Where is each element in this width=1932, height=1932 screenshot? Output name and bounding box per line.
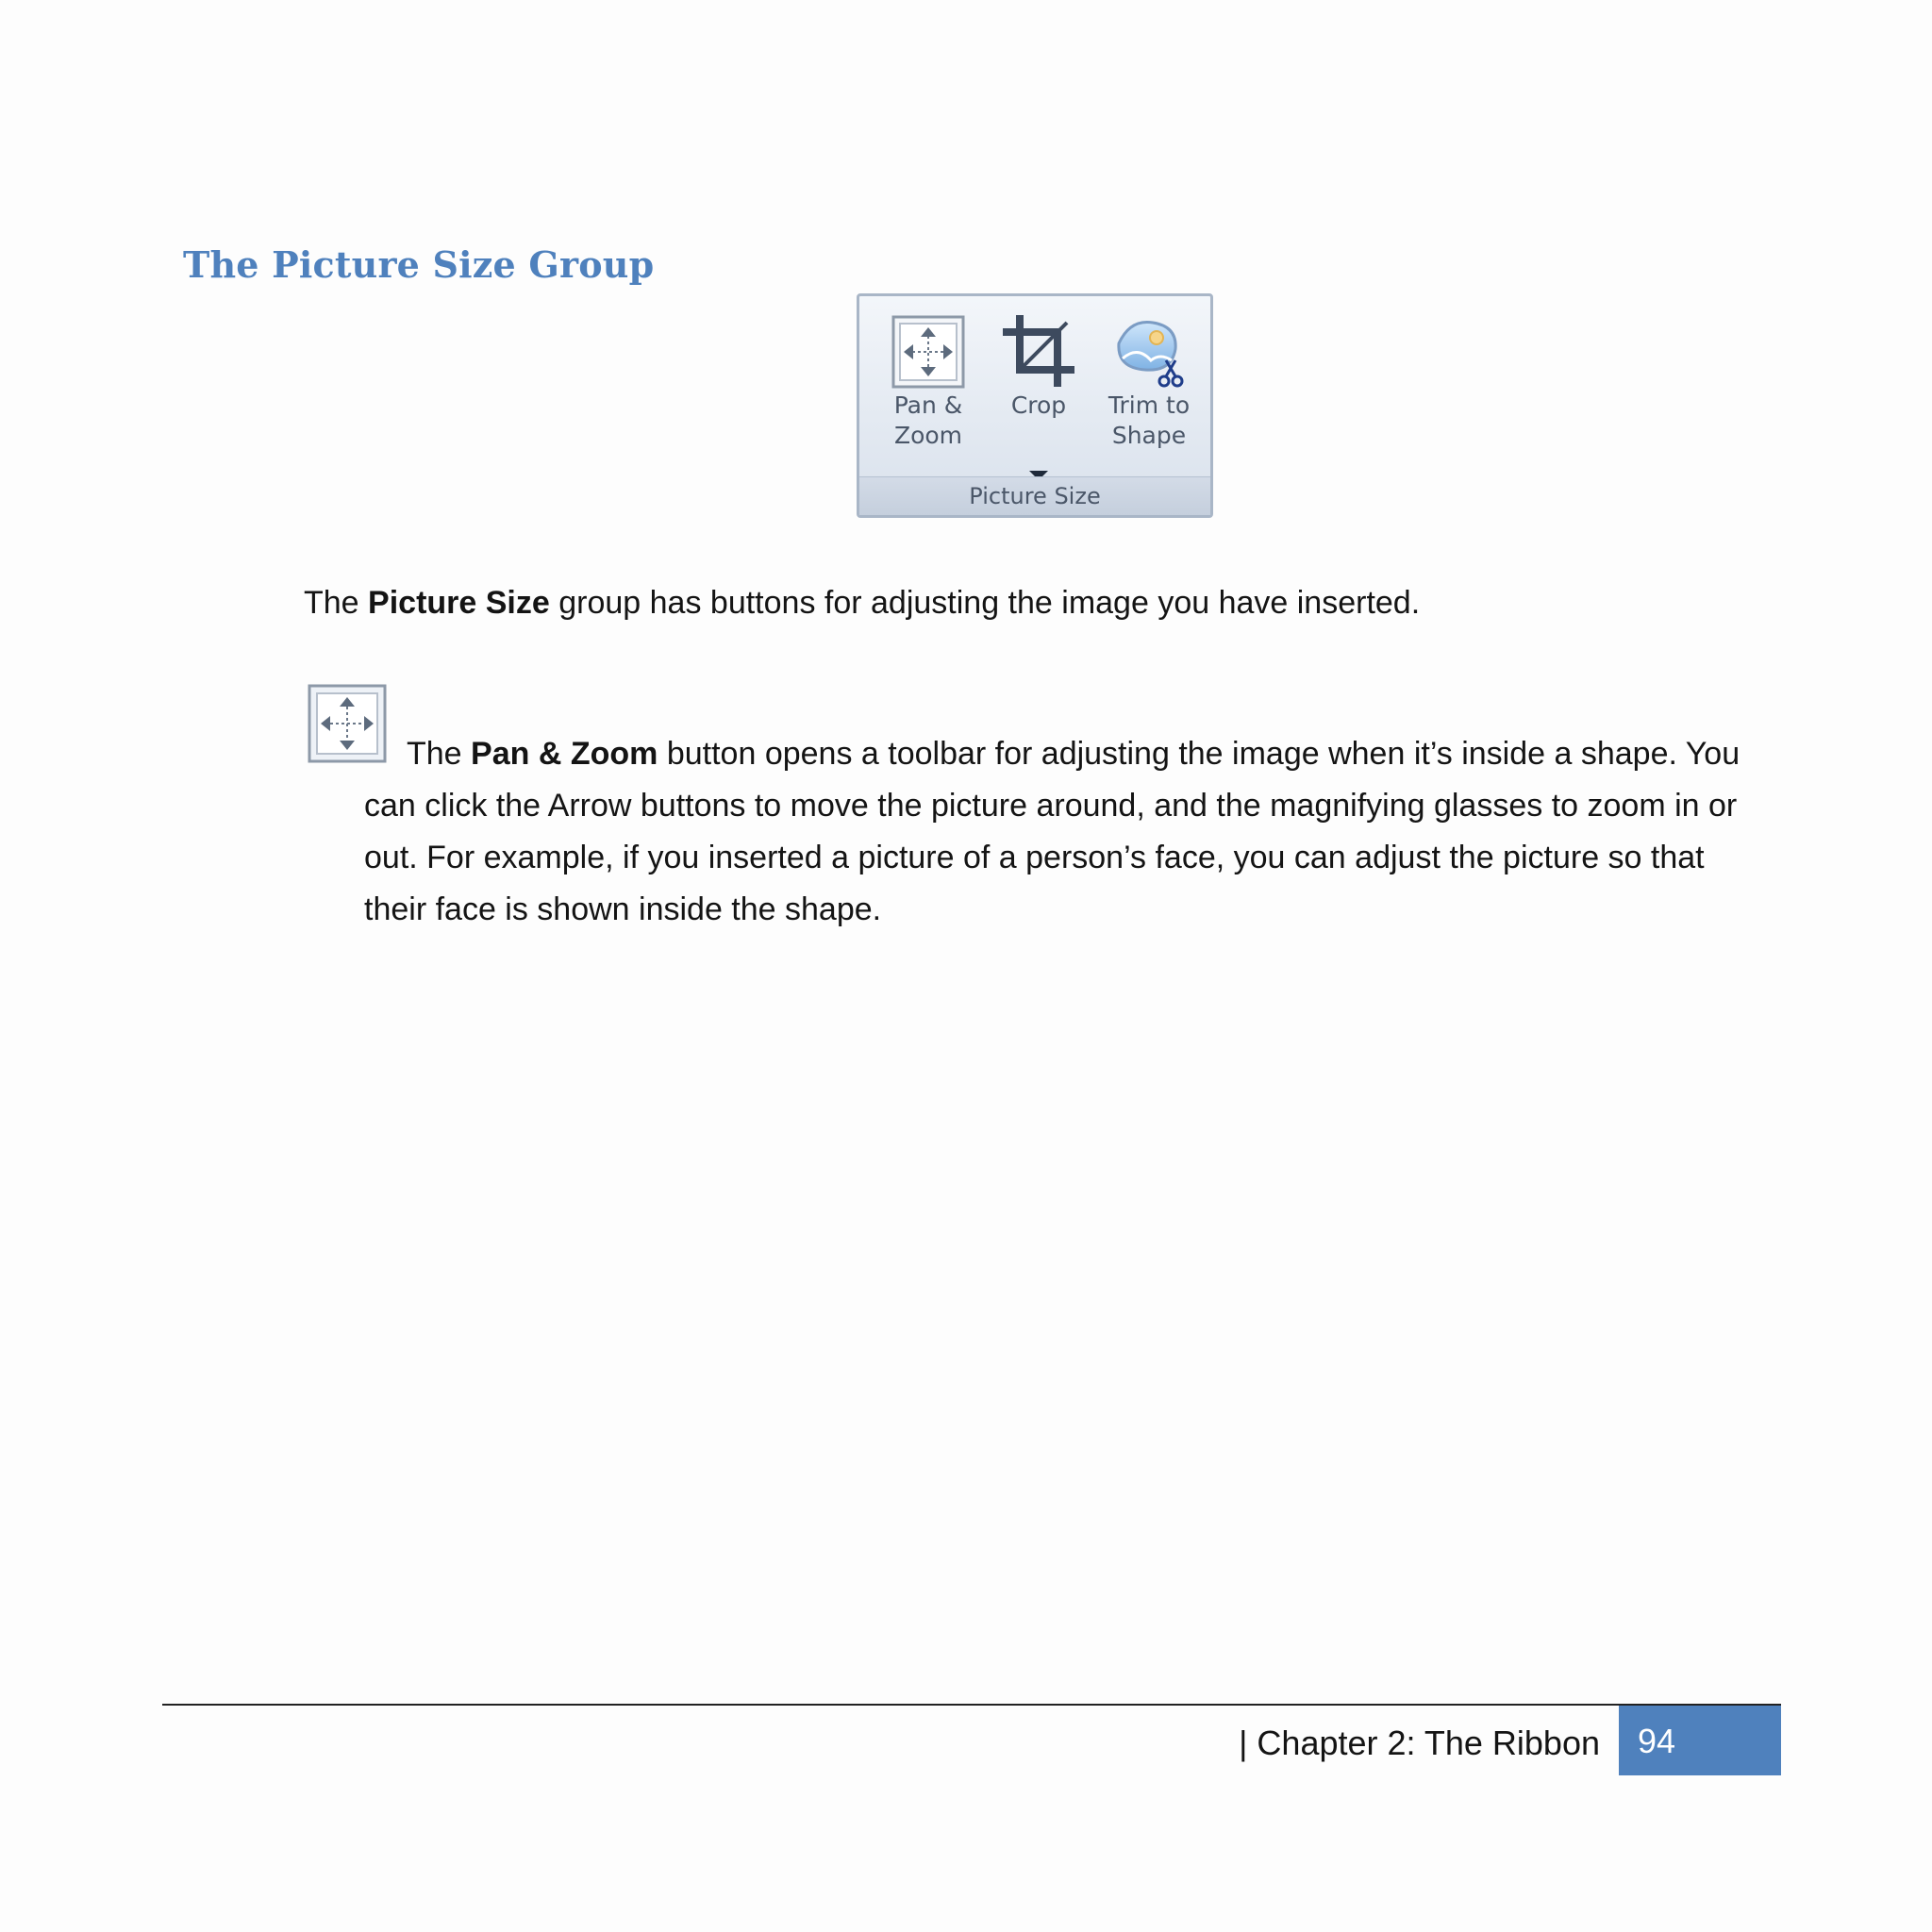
footer-rule: [162, 1704, 1781, 1706]
pan-zoom-label: Pan & Zoom: [893, 391, 963, 449]
trim-to-shape-label: Trim to Shape: [1108, 391, 1191, 449]
pan-zoom-button[interactable]: [876, 304, 980, 481]
crop-icon: [1003, 315, 1074, 394]
bold-term: Pan & Zoom: [471, 736, 658, 772]
crop-label: Crop: [1010, 391, 1067, 419]
group-label: Picture Size: [859, 476, 1210, 515]
pan-zoom-icon: [891, 315, 965, 396]
pan-zoom-paragraph: The Pan & Zoom button opens a toolbar for adjusting the image when it’s inside a shape. You can click the Arrow buttons to move the picture around, and the magnifying glasses to zoom in or out. For example, if you inserted a picture of a person’s face, you can adjust the picture so that their face is shown inside the shape.: [364, 736, 1740, 927]
page-number: 94: [1638, 1722, 1676, 1760]
bold-term: Picture Size: [368, 585, 550, 621]
section-heading: The Picture Size Group: [183, 243, 655, 286]
intro-paragraph: The Picture Size group has buttons for adjusting the image you have inserted.: [304, 585, 1421, 621]
picture-size-ribbon-group: [857, 293, 1213, 518]
crop-button[interactable]: [991, 304, 1086, 481]
page-number-box: [1619, 1706, 1781, 1775]
trim-to-shape-button[interactable]: [1093, 304, 1205, 481]
chapter-footer: | Chapter 2: The Ribbon: [1239, 1724, 1600, 1762]
trim-to-shape-icon: [1109, 315, 1189, 398]
